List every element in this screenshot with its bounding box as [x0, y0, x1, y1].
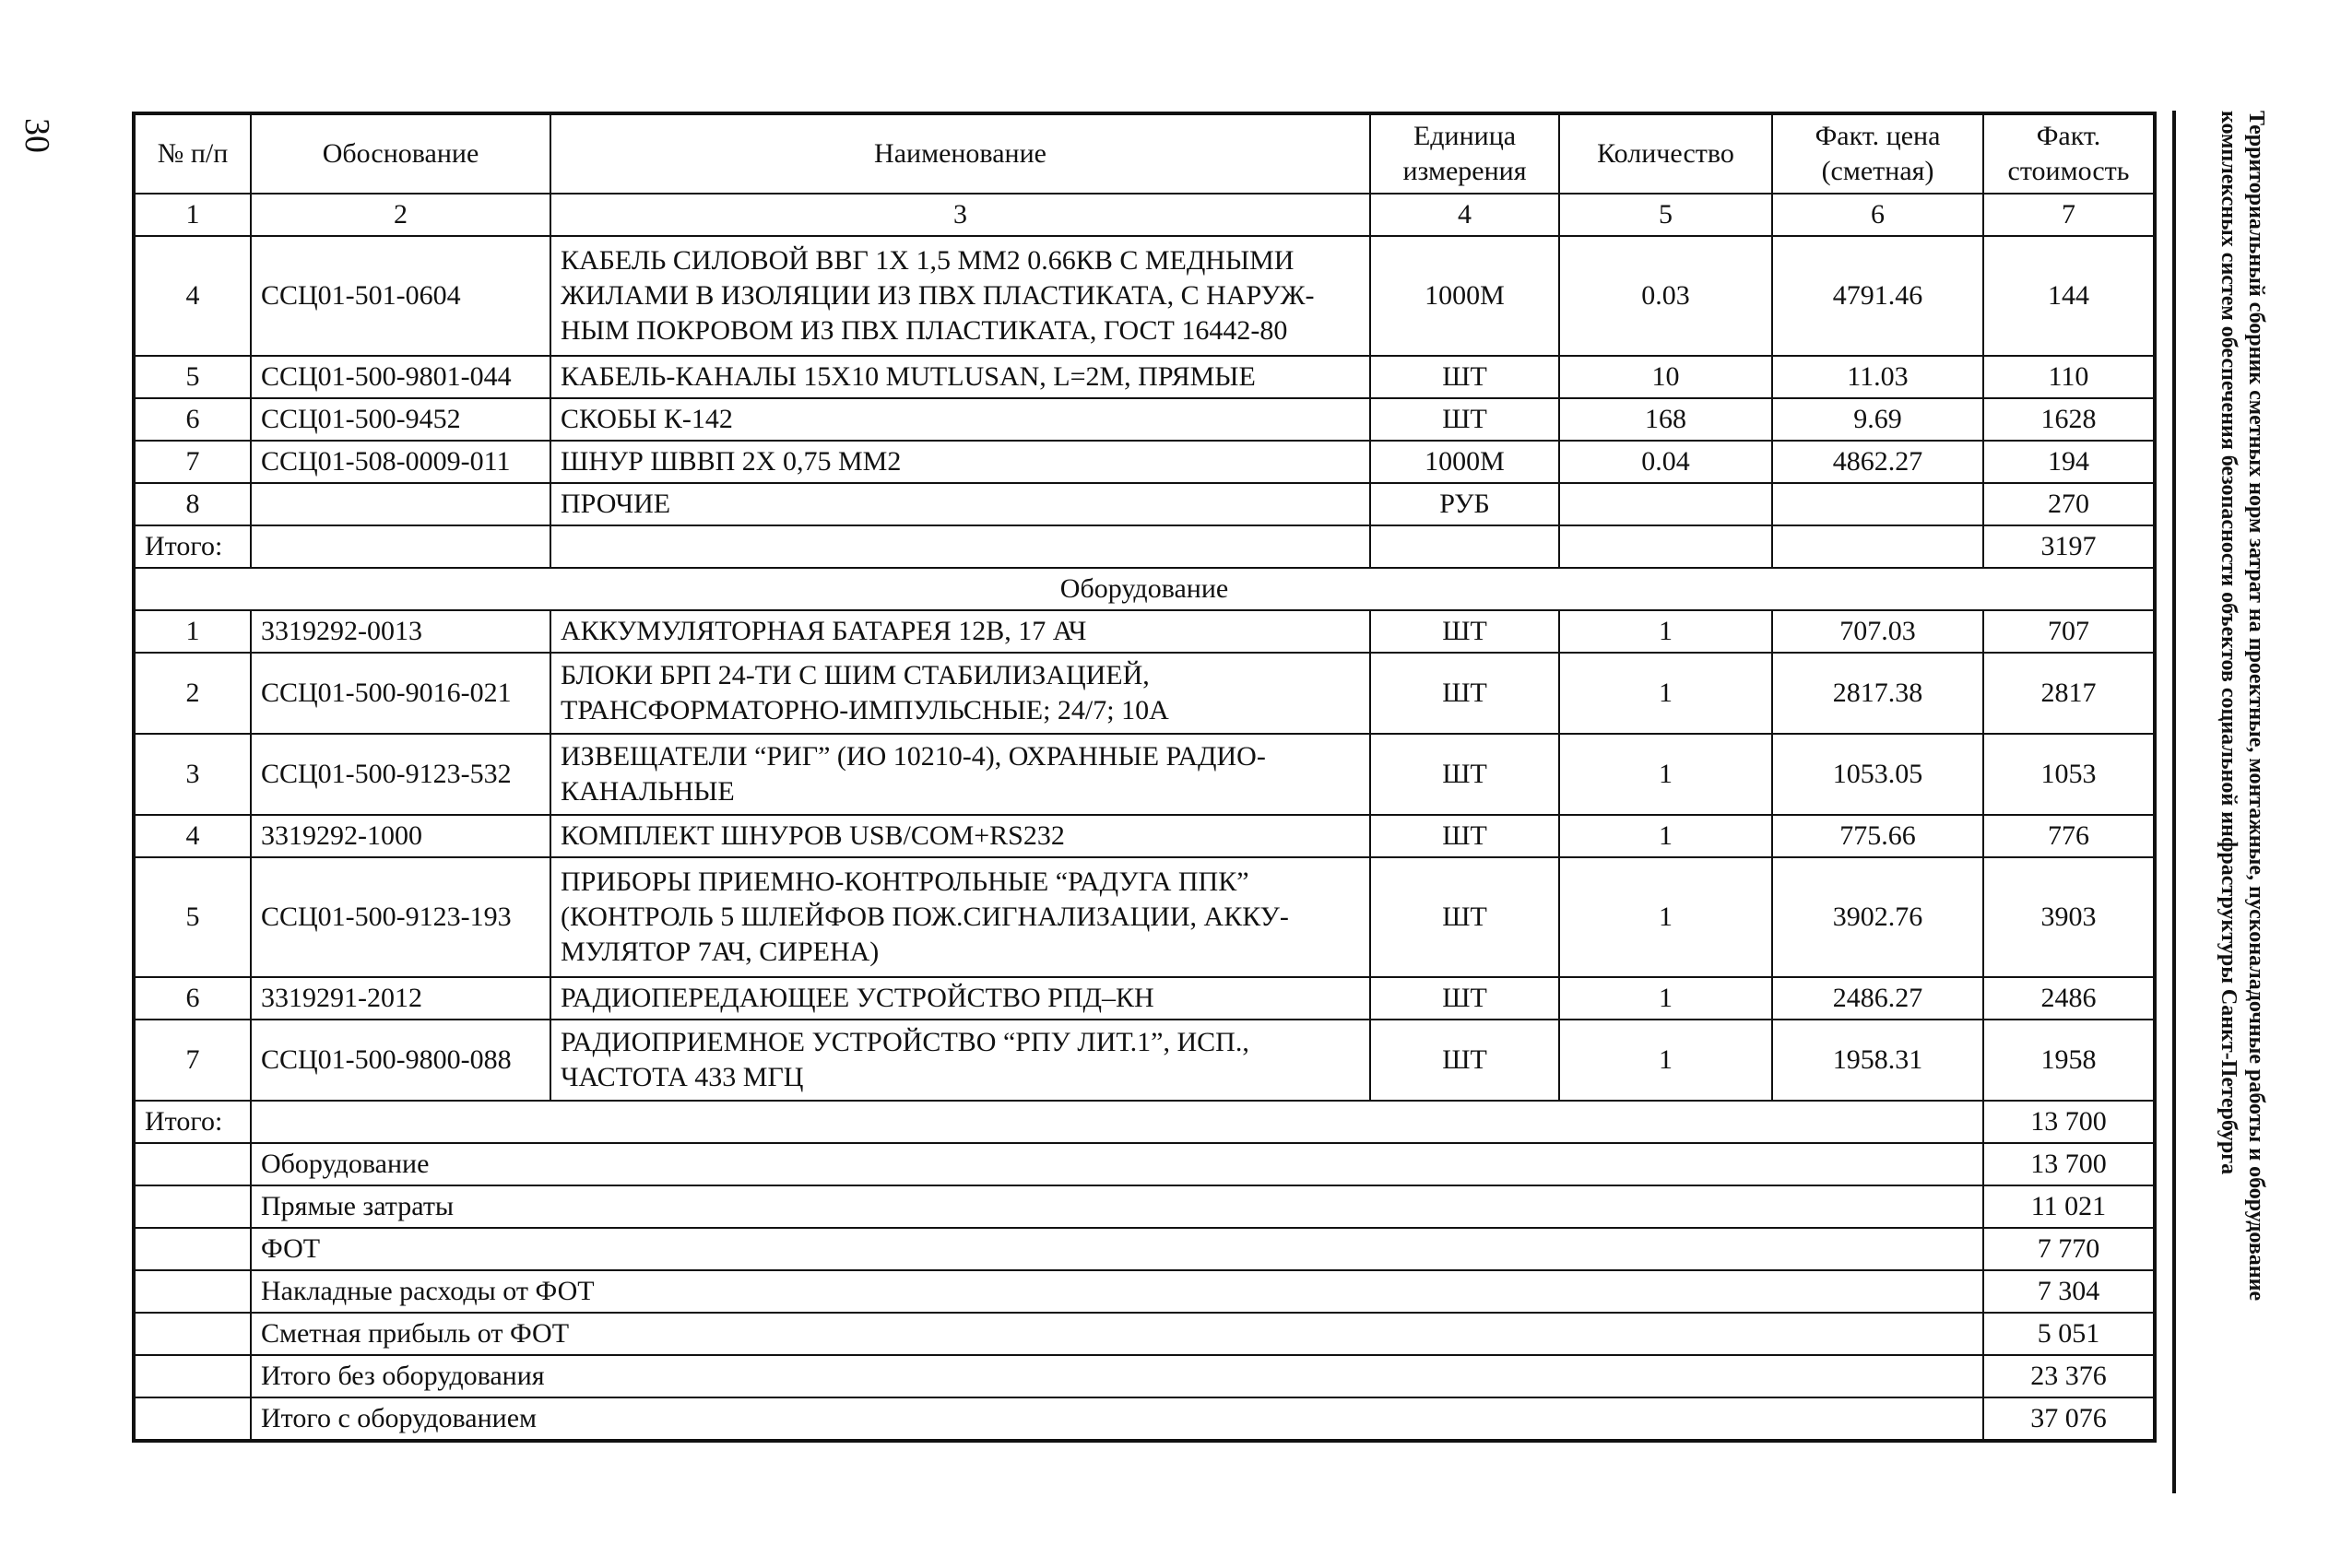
table-body — [134, 236, 2155, 1441]
cell-cost: 1958 — [1983, 1020, 2155, 1101]
cell-name: ПРИБОРЫ ПРИЕМНО-КОНТРОЛЬНЫЕ “РАДУГА ППК” (КОНТРОЛЬ 5 ШЛЕЙФОВ ПОЖ.СИГНАЛИЗАЦИИ, АККУ-МУЛЯТОР 7АЧ, СИРЕНА) — [550, 857, 1370, 977]
total-label: Итого: — [134, 525, 251, 568]
column-number: 1 — [134, 194, 251, 236]
summary-label: Сметная прибыль от ФОТ — [251, 1313, 1983, 1355]
cell-qty: 0.03 — [1559, 236, 1772, 356]
cell-unit: РУБ — [1370, 483, 1559, 525]
cell-name: ИЗВЕЩАТЕЛИ “РИГ” (ИО 10210-4), ОХРАННЫЕ РАДИО-КАНАЛЬНЫЕ — [550, 734, 1370, 815]
cell-name: РАДИОПРИЕМНОЕ УСТРОЙСТВО “РПУ ЛИТ.1”, ИСП., ЧАСТОТА 433 МГЦ — [550, 1020, 1370, 1101]
cell-code: ССЦ01-500-9800-088 — [251, 1020, 550, 1101]
estimate-table — [132, 112, 2157, 1443]
cell-cost: 1053 — [1983, 734, 2155, 815]
cell-qty: 1 — [1559, 610, 1772, 653]
cell-unit: ШТ — [1370, 977, 1559, 1020]
cell-cost: 776 — [1983, 815, 2155, 857]
empty-cell — [134, 1228, 251, 1270]
summary-value: 23 376 — [1983, 1355, 2155, 1397]
header-cell: Единица измерения — [1370, 113, 1559, 194]
cell-price: 11.03 — [1772, 356, 1983, 398]
cell-unit: ШТ — [1370, 857, 1559, 977]
cell-n: 6 — [134, 398, 251, 441]
table-row — [134, 236, 2155, 356]
cell-name: КАБЕЛЬ СИЛОВОЙ ВВГ 1Х 1,5 ММ2 0.66КВ С МЕДНЫМИ ЖИЛАМИ В ИЗОЛЯЦИИ ИЗ ПВХ ПЛАСТИКАТА, С НАРУЖ-НЫМ ПОКРОВОМ ИЗ ПВХ ПЛАСТИКАТА, ГОСТ 16442-80 — [550, 236, 1370, 356]
cell-price: 3902.76 — [1772, 857, 1983, 977]
side-rule — [2172, 111, 2176, 1493]
empty-cell — [134, 1143, 251, 1185]
cell-price: 4791.46 — [1772, 236, 1983, 356]
total-label: Итого: — [134, 1101, 251, 1143]
column-number: 7 — [1983, 194, 2155, 236]
cell-cost: 2486 — [1983, 977, 2155, 1020]
cell-qty: 1 — [1559, 815, 1772, 857]
cell-price: 1958.31 — [1772, 1020, 1983, 1101]
empty-cell — [134, 1313, 251, 1355]
empty-cell — [251, 525, 550, 568]
cell-cost: 110 — [1983, 356, 2155, 398]
header-cell: Наименование — [550, 113, 1370, 194]
cell-code: ССЦ01-500-9016-021 — [251, 653, 550, 734]
cell-unit: ШТ — [1370, 653, 1559, 734]
cell-unit: ШТ — [1370, 734, 1559, 815]
cell-cost: 270 — [1983, 483, 2155, 525]
summary-row — [134, 1185, 2155, 1228]
cell-code: ССЦ01-500-9123-193 — [251, 857, 550, 977]
summary-value: 7 304 — [1983, 1270, 2155, 1313]
cell-n: 6 — [134, 977, 251, 1020]
table-row — [134, 398, 2155, 441]
cell-code: 3319291-2012 — [251, 977, 550, 1020]
cell-n: 5 — [134, 356, 251, 398]
summary-row — [134, 1270, 2155, 1313]
empty-cell — [251, 1101, 1983, 1143]
empty-cell — [134, 1355, 251, 1397]
cell-cost: 707 — [1983, 610, 2155, 653]
table-row — [134, 1020, 2155, 1101]
empty-cell — [550, 525, 1370, 568]
cell-unit: ШТ — [1370, 1020, 1559, 1101]
summary-label: ФОТ — [251, 1228, 1983, 1270]
table-row — [134, 653, 2155, 734]
cell-name: СКОБЫ К-142 — [550, 398, 1370, 441]
table-row — [134, 977, 2155, 1020]
cell-price: 707.03 — [1772, 610, 1983, 653]
header-cell: Количество — [1559, 113, 1772, 194]
section-row — [134, 568, 2155, 610]
cell-name: ПРОЧИЕ — [550, 483, 1370, 525]
cell-n: 4 — [134, 815, 251, 857]
cell-qty: 168 — [1559, 398, 1772, 441]
cell-code: ССЦ01-500-9452 — [251, 398, 550, 441]
cell-cost: 2817 — [1983, 653, 2155, 734]
summary-value: 5 051 — [1983, 1313, 2155, 1355]
cell-cost: 1628 — [1983, 398, 2155, 441]
header-row — [134, 113, 2155, 194]
cell-qty: 1 — [1559, 1020, 1772, 1101]
column-number: 4 — [1370, 194, 1559, 236]
summary-label: Прямые затраты — [251, 1185, 1983, 1228]
cell-qty: 0.04 — [1559, 441, 1772, 483]
cell-n: 2 — [134, 653, 251, 734]
header-cell: № п/п — [134, 113, 251, 194]
table-row — [134, 356, 2155, 398]
cell-name: КАБЕЛЬ-КАНАЛЫ 15Х10 MUTLUSAN, L=2М, ПРЯМЫЕ — [550, 356, 1370, 398]
running-title-line-1: Территориальный сборник сметных норм затрат на проектные, монтажные, пусконаладочные работы и оборудование — [2244, 111, 2268, 1302]
summary-label: Оборудование — [251, 1143, 1983, 1185]
cell-n: 8 — [134, 483, 251, 525]
cell-cost: 3903 — [1983, 857, 2155, 977]
empty-cell — [134, 1185, 251, 1228]
summary-row — [134, 1143, 2155, 1185]
running-title-line-2: комплексных систем обеспечения безопасности объектов социальной инфраструктуры Санкт-Петербурга — [2217, 111, 2241, 1175]
column-number: 5 — [1559, 194, 1772, 236]
cell-name: БЛОКИ БРП 24-ТИ С ШИМ СТАБИЛИЗАЦИЕЙ, ТРАНСФОРМАТОРНО-ИМПУЛЬСНЫЕ; 24/7; 10А — [550, 653, 1370, 734]
cell-code: 3319292-0013 — [251, 610, 550, 653]
cell-price: 4862.27 — [1772, 441, 1983, 483]
empty-cell — [1772, 525, 1983, 568]
cell-qty: 1 — [1559, 857, 1772, 977]
cell-unit: ШТ — [1370, 398, 1559, 441]
cell-name: РАДИОПЕРЕДАЮЩЕЕ УСТРОЙСТВО РПД–КН — [550, 977, 1370, 1020]
summary-value: 7 770 — [1983, 1228, 2155, 1270]
cell-qty: 1 — [1559, 734, 1772, 815]
summary-row — [134, 1355, 2155, 1397]
cell-price: 2817.38 — [1772, 653, 1983, 734]
summary-value: 11 021 — [1983, 1185, 2155, 1228]
cell-code — [251, 483, 550, 525]
table-row — [134, 857, 2155, 977]
table-row — [134, 734, 2155, 815]
cell-unit: 1000М — [1370, 236, 1559, 356]
cell-unit: ШТ — [1370, 356, 1559, 398]
cell-cost: 144 — [1983, 236, 2155, 356]
cell-n: 1 — [134, 610, 251, 653]
summary-label: Накладные расходы от ФОТ — [251, 1270, 1983, 1313]
cell-n: 7 — [134, 441, 251, 483]
header-cell: Обоснование — [251, 113, 550, 194]
cell-unit: ШТ — [1370, 815, 1559, 857]
table-row — [134, 441, 2155, 483]
cell-code: ССЦ01-501-0604 — [251, 236, 550, 356]
table-row — [134, 610, 2155, 653]
total-value: 13 700 — [1983, 1101, 2155, 1143]
summary-label: Итого с оборудованием — [251, 1397, 1983, 1441]
summary-row — [134, 1228, 2155, 1270]
cell-n: 7 — [134, 1020, 251, 1101]
cell-price: 9.69 — [1772, 398, 1983, 441]
page-number: 30 — [18, 118, 56, 153]
summary-label: Итого без оборудования — [251, 1355, 1983, 1397]
header-cell: Факт. стоимость — [1983, 113, 2155, 194]
summary-value: 37 076 — [1983, 1397, 2155, 1441]
column-number: 2 — [251, 194, 550, 236]
cell-price: 775.66 — [1772, 815, 1983, 857]
cell-name: ШНУР ШВВП 2Х 0,75 ММ2 — [550, 441, 1370, 483]
materials-total-row — [134, 525, 2155, 568]
column-number: 6 — [1772, 194, 1983, 236]
table-row — [134, 815, 2155, 857]
section-title: Оборудование — [134, 568, 2155, 610]
header-cell: Факт. цена (сметная) — [1772, 113, 1983, 194]
cell-n: 3 — [134, 734, 251, 815]
table-row — [134, 483, 2155, 525]
cell-name: КОМПЛЕКТ ШНУРОВ USB/COM+RS232 — [550, 815, 1370, 857]
empty-cell — [1370, 525, 1559, 568]
cell-qty: 10 — [1559, 356, 1772, 398]
cell-unit: ШТ — [1370, 610, 1559, 653]
cell-n: 5 — [134, 857, 251, 977]
cell-unit: 1000М — [1370, 441, 1559, 483]
column-number: 3 — [550, 194, 1370, 236]
column-number-row — [134, 194, 2155, 236]
total-value: 3197 — [1983, 525, 2155, 568]
cell-code: ССЦ01-500-9123-532 — [251, 734, 550, 815]
summary-row — [134, 1313, 2155, 1355]
empty-cell — [1559, 525, 1772, 568]
summary-value: 13 700 — [1983, 1143, 2155, 1185]
cell-n: 4 — [134, 236, 251, 356]
cell-price — [1772, 483, 1983, 525]
running-title — [2215, 111, 2270, 1301]
cell-code: ССЦ01-500-9801-044 — [251, 356, 550, 398]
cell-qty: 1 — [1559, 653, 1772, 734]
cell-qty — [1559, 483, 1772, 525]
cell-cost: 194 — [1983, 441, 2155, 483]
equipment-total-row — [134, 1101, 2155, 1143]
cell-code: 3319292-1000 — [251, 815, 550, 857]
cell-price: 1053.05 — [1772, 734, 1983, 815]
cell-code: ССЦ01-508-0009-011 — [251, 441, 550, 483]
cell-name: АККУМУЛЯТОРНАЯ БАТАРЕЯ 12В, 17 АЧ — [550, 610, 1370, 653]
cell-qty: 1 — [1559, 977, 1772, 1020]
empty-cell — [134, 1397, 251, 1441]
cell-price: 2486.27 — [1772, 977, 1983, 1020]
empty-cell — [134, 1270, 251, 1313]
summary-row — [134, 1397, 2155, 1441]
